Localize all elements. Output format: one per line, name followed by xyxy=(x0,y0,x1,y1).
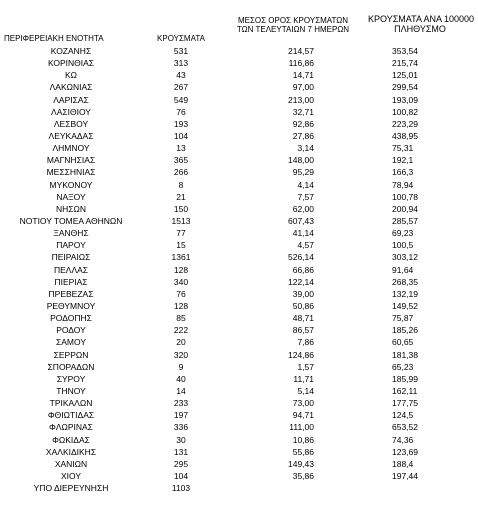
cases-cell: 104 xyxy=(173,470,189,481)
cases-cell: 150 xyxy=(173,203,189,214)
avg-7-days-cell: 50,86 xyxy=(292,300,314,311)
avg-7-days-cell: 111,00 xyxy=(289,422,314,433)
table-row xyxy=(0,106,478,118)
region-name-cell: ΠΡΕΒΕΖΑΣ xyxy=(48,288,94,299)
avg-7-days-cell: 27,86 xyxy=(292,130,314,141)
table-row xyxy=(0,191,478,203)
avg-7-days-cell: 5,14 xyxy=(297,385,314,396)
table-row xyxy=(0,166,478,178)
cases-per-100k-cell: 91,64 xyxy=(392,264,414,275)
header-per100k-line-1: ΚΡΟΥΣΜΑΤΑ ΑΝΑ 100000 xyxy=(368,14,474,24)
avg-7-days-cell: 73,00 xyxy=(292,398,314,409)
region-name-cell: ΛΗΜΝΟΥ xyxy=(52,143,90,154)
cases-cell: 131 xyxy=(173,446,189,457)
table-row xyxy=(0,421,478,433)
region-name-cell: ΛΑΚΩΝΙΑΣ xyxy=(49,82,93,93)
region-name-cell: ΠΕΛΛΑΣ xyxy=(53,264,89,275)
table-row xyxy=(0,373,478,385)
cases-per-100k-cell: 78,94 xyxy=(392,179,414,190)
cases-cell: 193 xyxy=(173,118,189,129)
cases-per-100k-cell: 124,5 xyxy=(392,410,414,421)
table-body xyxy=(0,45,478,494)
cases-cell: 14 xyxy=(176,385,186,396)
region-name-cell: ΠΑΡΟΥ xyxy=(56,240,86,251)
table-row xyxy=(0,130,478,142)
table-row xyxy=(0,179,478,191)
cases-cell: 77 xyxy=(176,228,186,239)
region-name-cell: ΚΩ xyxy=(64,70,78,81)
avg-7-days-cell: 116,86 xyxy=(288,58,314,69)
cases-per-100k-cell: 100,78 xyxy=(392,191,418,202)
cases-cell: 336 xyxy=(173,422,189,433)
region-name-cell: ΝΟΤΙΟΥ ΤΟΜΕΑ ΑΘΗΝΩΝ xyxy=(19,215,123,226)
table-row xyxy=(0,239,478,251)
avg-7-days-cell: 48,71 xyxy=(292,313,314,324)
cases-per-100k-cell: 353,54 xyxy=(392,46,418,56)
region-name-cell: ΣΥΡΟΥ xyxy=(56,373,86,384)
region-name-cell: ΦΛΩΡΙΝΑΣ xyxy=(49,422,93,433)
table-row xyxy=(0,482,478,494)
table-row xyxy=(0,203,478,215)
region-name-cell: ΤΗΝΟΥ xyxy=(56,385,86,396)
region-name-cell: ΜΥΚΟΝΟΥ xyxy=(49,179,93,190)
cases-per-100k-cell: 75,31 xyxy=(392,143,414,154)
header-avg-line-2: ΤΩΝ ΤΕΛΕΥΤΑΙΩΝ 7 ΗΜΕΡΩΝ xyxy=(236,25,350,34)
avg-7-days-cell: 14,71 xyxy=(292,70,314,81)
cases-cell: 340 xyxy=(173,276,189,287)
header-region: ΠΕΡΙΦΕΡΕΙΑΚΗ ΕΝΟΤΗΤΑ xyxy=(4,34,104,43)
table-row xyxy=(0,69,478,81)
cases-per-100k-cell: 75,87 xyxy=(392,313,414,324)
region-name-cell: ΤΡΙΚΑΛΩΝ xyxy=(49,398,93,409)
cases-per-100k-cell: 438,95 xyxy=(392,130,418,141)
cases-cell: 1513 xyxy=(171,215,191,226)
cases-cell: 267 xyxy=(173,82,189,93)
avg-7-days-cell: 148,00 xyxy=(288,155,314,166)
table-row xyxy=(0,251,478,263)
region-name-cell: ΧΑΝΙΩΝ xyxy=(54,458,88,469)
table-row xyxy=(0,336,478,348)
cases-cell: 295 xyxy=(173,458,189,469)
table-row xyxy=(0,434,478,446)
avg-7-days-cell: 122,14 xyxy=(288,276,314,287)
table-row xyxy=(0,81,478,93)
table-row xyxy=(0,312,478,324)
avg-7-days-cell: 3,14 xyxy=(297,143,314,154)
cases-per-100k-cell: 166,3 xyxy=(392,167,414,178)
region-name-cell: ΛΕΣΒΟΥ xyxy=(53,118,89,129)
header-cases: ΚΡΟΥΣΜΑΤΑ xyxy=(157,34,205,43)
avg-7-days-cell: 4,57 xyxy=(297,240,314,251)
cases-per-100k-cell: 60,65 xyxy=(392,337,414,348)
avg-7-days-cell: 39,00 xyxy=(292,288,314,299)
region-name-cell: ΣΕΡΡΩΝ xyxy=(53,349,89,360)
table-row xyxy=(0,94,478,106)
table-row xyxy=(0,397,478,409)
cases-per-100k-cell: 285,57 xyxy=(392,215,418,226)
region-name-cell: ΧΑΛΚΙΔΙΚΗΣ xyxy=(45,446,97,457)
region-name-cell: ΛΑΣΙΘΙΟΥ xyxy=(51,106,91,117)
cases-cell: 15 xyxy=(176,240,186,251)
cases-cell: 30 xyxy=(176,434,186,445)
avg-7-days-cell: 213,00 xyxy=(288,94,314,105)
table-row xyxy=(0,227,478,239)
region-name-cell: ΜΑΓΝΗΣΙΑΣ xyxy=(46,155,96,166)
avg-7-days-cell: 35,86 xyxy=(292,470,314,481)
cases-cell: 8 xyxy=(178,179,184,190)
table-row xyxy=(0,458,478,470)
avg-7-days-cell: 214,57 xyxy=(288,46,314,56)
cases-per-100k-cell: 65,23 xyxy=(392,361,414,372)
cases-per-100k-cell: 123,69 xyxy=(392,446,418,457)
cases-cell: 549 xyxy=(173,94,189,105)
table-row xyxy=(0,409,478,421)
cases-per-100k-cell: 74,36 xyxy=(392,434,414,445)
cases-per-100k-cell: 192,1 xyxy=(392,155,414,166)
cases-cell: 365 xyxy=(173,155,189,166)
avg-7-days-cell: 94,71 xyxy=(292,410,314,421)
cases-per-100k-cell: 177,75 xyxy=(392,398,418,409)
avg-7-days-cell: 7,57 xyxy=(297,191,314,202)
cases-cell: 197 xyxy=(173,410,189,421)
cases-cell: 531 xyxy=(173,46,189,56)
cases-per-100k-cell: 197,44 xyxy=(392,470,418,481)
cases-per-100k-cell: 223,29 xyxy=(392,118,418,129)
cases-cell: 1103 xyxy=(171,483,191,494)
region-name-cell: ΜΕΣΣΗΝΙΑΣ xyxy=(46,167,96,178)
avg-7-days-cell: 62,00 xyxy=(292,203,314,214)
cases-per-100k-cell: 653,52 xyxy=(392,422,418,433)
cases-cell: 9 xyxy=(178,361,184,372)
header-per100k-line-2: ΠΛΗΘΥΣΜΟ xyxy=(394,24,446,34)
table-row xyxy=(0,349,478,361)
cases-cell: 76 xyxy=(176,106,186,117)
table-row xyxy=(0,361,478,373)
region-name-cell: ΦΩΚΙΔΑΣ xyxy=(52,434,90,445)
cases-cell: 20 xyxy=(176,337,186,348)
cases-cell: 222 xyxy=(173,325,189,336)
table-row xyxy=(0,118,478,130)
region-name-cell: ΚΟΡΙΝΘΙΑΣ xyxy=(47,58,95,69)
region-name-cell: ΧΙΟΥ xyxy=(60,470,82,481)
avg-7-days-cell: 149,43 xyxy=(288,458,314,469)
region-name-cell: ΡΕΘΥΜΝΟΥ xyxy=(46,300,96,311)
region-name-cell: ΦΘΙΩΤΙΔΑΣ xyxy=(47,410,95,421)
cases-cell: 40 xyxy=(176,373,186,384)
avg-7-days-cell: 95,29 xyxy=(292,167,314,178)
region-name-cell: ΣΑΜΟΥ xyxy=(55,337,86,348)
avg-7-days-cell: 607,43 xyxy=(288,215,314,226)
table-row xyxy=(0,446,478,458)
cases-per-100k-cell: 162,11 xyxy=(392,385,418,396)
avg-7-days-cell: 32,71 xyxy=(292,106,314,117)
region-name-cell: ΝΗΣΩΝ xyxy=(55,203,87,214)
cases-cell: 21 xyxy=(176,191,186,202)
cases-per-100k-cell: 100,82 xyxy=(392,106,418,117)
table-row xyxy=(0,300,478,312)
region-name-cell: ΛΕΥΚΑΔΑΣ xyxy=(48,130,94,141)
cases-cell: 13 xyxy=(176,143,186,154)
avg-7-days-cell: 97,00 xyxy=(292,82,314,93)
cases-per-100k-cell: 125,01 xyxy=(392,70,418,81)
cases-cell: 320 xyxy=(173,349,189,360)
table-row xyxy=(0,142,478,154)
header-avg-7-days xyxy=(218,16,368,34)
cases-cell: 43 xyxy=(176,70,186,81)
cases-per-100k-cell: 100,5 xyxy=(392,240,414,251)
cases-cell: 85 xyxy=(176,313,186,324)
avg-7-days-cell: 41,14 xyxy=(292,228,314,239)
cases-per-100k-cell: 132,19 xyxy=(392,288,418,299)
cases-per-100k-cell: 149,52 xyxy=(392,300,418,311)
region-name-cell: ΞΑΝΘΗΣ xyxy=(53,228,89,239)
region-name-cell: ΡΟΔΟΠΗΣ xyxy=(50,313,92,324)
cases-cell: 76 xyxy=(176,288,186,299)
cases-per-100k-cell: 181,38 xyxy=(392,349,418,360)
cases-cell: 128 xyxy=(173,264,189,275)
header-cases-per-100k xyxy=(368,14,472,34)
avg-7-days-cell: 1,57 xyxy=(297,361,314,372)
avg-7-days-cell: 66,86 xyxy=(292,264,314,275)
avg-7-days-cell: 7,86 xyxy=(297,337,314,348)
avg-7-days-cell: 124,86 xyxy=(288,349,314,360)
region-name-cell: ΣΠΟΡΑΔΩΝ xyxy=(47,361,95,372)
table-row xyxy=(0,264,478,276)
cases-cell: 1361 xyxy=(171,252,191,263)
region-name-cell: ΚΟΖΑΝΗΣ xyxy=(50,46,92,56)
table-row xyxy=(0,57,478,69)
avg-7-days-cell: 526,14 xyxy=(288,252,314,263)
region-name-cell: ΥΠΟ ΔΙΕΡΕΥΝΗΣΗ xyxy=(33,483,109,494)
region-name-cell: ΝΑΞΟΥ xyxy=(56,191,86,202)
cases-per-100k-cell: 303,12 xyxy=(392,252,418,263)
table-row xyxy=(0,385,478,397)
cases-cell: 128 xyxy=(173,300,189,311)
avg-7-days-cell: 10,86 xyxy=(292,434,314,445)
cases-per-100k-cell: 215,74 xyxy=(392,58,418,69)
region-name-cell: ΛΑΡΙΣΑΣ xyxy=(53,94,89,105)
table-row xyxy=(0,470,478,482)
avg-7-days-cell: 4,14 xyxy=(297,179,314,190)
cases-cell: 266 xyxy=(173,167,189,178)
table-row xyxy=(0,215,478,227)
cases-per-100k-cell: 185,99 xyxy=(392,373,418,384)
region-name-cell: ΠΙΕΡΙΑΣ xyxy=(54,276,88,287)
table-row xyxy=(0,288,478,300)
cases-cell: 313 xyxy=(173,58,189,69)
cases-per-100k-cell: 188,4 xyxy=(392,458,414,469)
table-row xyxy=(0,276,478,288)
table-row xyxy=(0,324,478,336)
region-name-cell: ΡΟΔΟΥ xyxy=(56,325,86,336)
region-name-cell: ΠΕΙΡΑΙΩΣ xyxy=(51,252,91,263)
cases-per-100k-cell: 200,94 xyxy=(392,203,418,214)
cases-cell: 233 xyxy=(173,398,189,409)
cases-per-100k-cell: 193,09 xyxy=(392,94,418,105)
avg-7-days-cell: 55,86 xyxy=(292,446,314,457)
table-row xyxy=(0,154,478,166)
avg-7-days-cell: 92,86 xyxy=(292,118,314,129)
avg-7-days-cell: 86,57 xyxy=(292,325,314,336)
cases-per-100k-cell: 268,35 xyxy=(392,276,418,287)
header-avg-line-1: ΜΕΣΟΣ ΟΡΟΣ ΚΡΟΥΣΜΑΤΩΝ xyxy=(237,16,349,25)
table-row xyxy=(0,45,478,57)
avg-7-days-cell: 11,71 xyxy=(293,373,314,384)
cases-per-100k-cell: 299,54 xyxy=(392,82,418,93)
cases-per-100k-cell: 69,23 xyxy=(392,228,414,239)
cases-cell: 104 xyxy=(173,130,189,141)
cases-per-100k-cell: 185,26 xyxy=(392,325,418,336)
